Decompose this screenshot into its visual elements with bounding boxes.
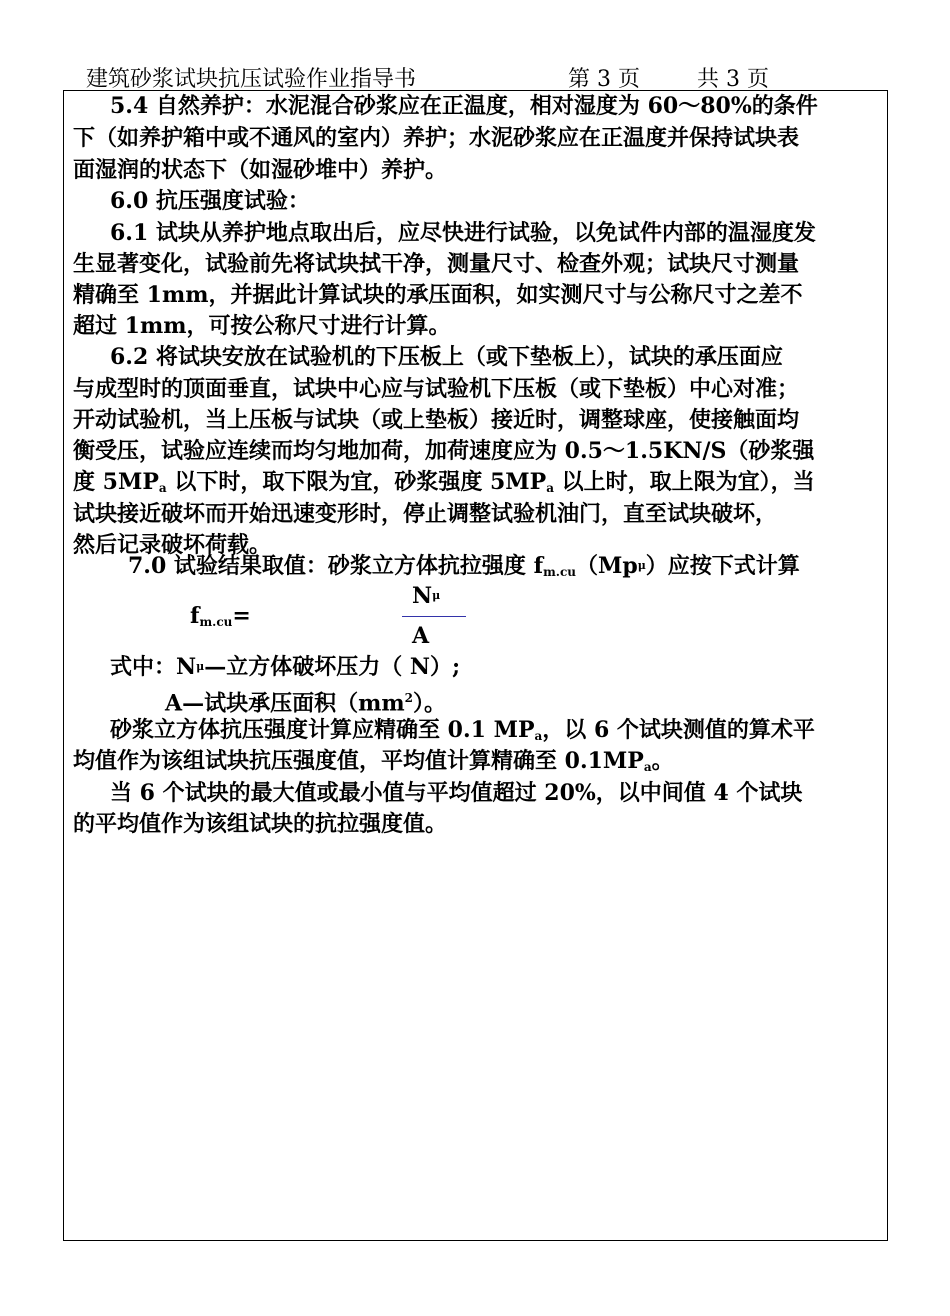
section-6-1-line-3: 精确至 1mm，并据此计算试块的承压面积，如实测尺寸与公称尺寸之差不	[73, 282, 803, 308]
section-6-0-heading: 6.0 抗压强度试验：	[110, 188, 310, 214]
section-6-2-line-2: 与成型时的顶面垂直，试块中心应与试验机下压板（或下垫板）中心对准；	[73, 376, 800, 402]
formula-where-n: 式中：Nμ—立方体破坏压力（ N）;	[110, 654, 461, 680]
section-7-0-line: 7.0 试验结果取值：砂浆立方体抗拉强度 $f_{m.cu}(Mp\mu)$应按下式计算	[128, 553, 800, 579]
document-title: 建筑砂浆试块抗压试验作业指导书	[86, 67, 417, 92]
fraction-bar	[402, 616, 466, 617]
outlier-rule-line-2: 的平均值作为该组试块的抗拉强度值。	[73, 811, 448, 837]
section-5-4-line-1: 5.4 自然养护：水泥混合砂浆应在正温度，相对湿度为 60～80%的条件	[110, 93, 818, 119]
formula-lhs: $f_{m.cu}=$	[190, 603, 251, 629]
formula-where-a: A—试块承压面积$(mm^2)$。	[165, 690, 447, 717]
averaging-line-1: 砂浆立方体抗压强度计算应精确至 0.1 $MP_a$，以 6 个试块测值的算术平	[110, 717, 815, 743]
formula-numerator: Nμ	[412, 583, 441, 609]
section-6-2-line-6: 试块接近破坏而开始迅速变形时，停止调整试验机油门，直至试块破坏，	[73, 501, 778, 527]
section-6-2-line-5: 度 $5MP_a$ 以下时，取下限为宜，砂浆强度 $5MP_a$ 以上时，取上限为宜），当	[73, 469, 815, 495]
section-5-4-line-3: 面湿润的状态下（如湿砂堆中）养护。	[73, 157, 448, 183]
section-6-2-line-1: 6.2 将试块安放在试验机的下压板上（或下垫板上），试块的承压面应	[110, 344, 783, 370]
section-6-2-line-3: 开动试验机，当上压板与试块（或上垫板）接近时，调整球座，使接触面均	[73, 407, 800, 433]
section-5-4-line-2: 下（如养护箱中或不通风的室内）养护；水泥砂浆应在正温度并保持试块表	[73, 125, 800, 151]
formula-denominator: A	[412, 623, 430, 649]
section-6-1-line-2: 生显著变化，试验前先将试块拭干净，测量尺寸、检查外观；试块尺寸测量	[73, 251, 800, 277]
page-number: 第 3 页	[568, 67, 640, 92]
section-6-1-line-4: 超过 1mm，可按公称尺寸进行计算。	[73, 313, 451, 339]
section-6-1-line-1: 6.1 试块从养护地点取出后，应尽快进行试验，以免试件内部的温湿度发	[110, 220, 816, 246]
outlier-rule-line-1: 当 6 个试块的最大值或最小值与平均值超过 20%，以中间值 4 个试块	[110, 780, 803, 806]
averaging-line-2: 均值作为该组试块抗压强度值，平均值计算精确至 $0.1MP_a$。	[73, 748, 674, 774]
section-6-2-line-4: 衡受压，试验应连续而均匀地加荷，加荷速度应为 0.5～1.5KN/S（砂浆强	[73, 438, 815, 464]
section-6-2-line-7: 然后记录破坏荷载。	[73, 532, 272, 558]
page-total: 共 3 页	[697, 67, 769, 92]
